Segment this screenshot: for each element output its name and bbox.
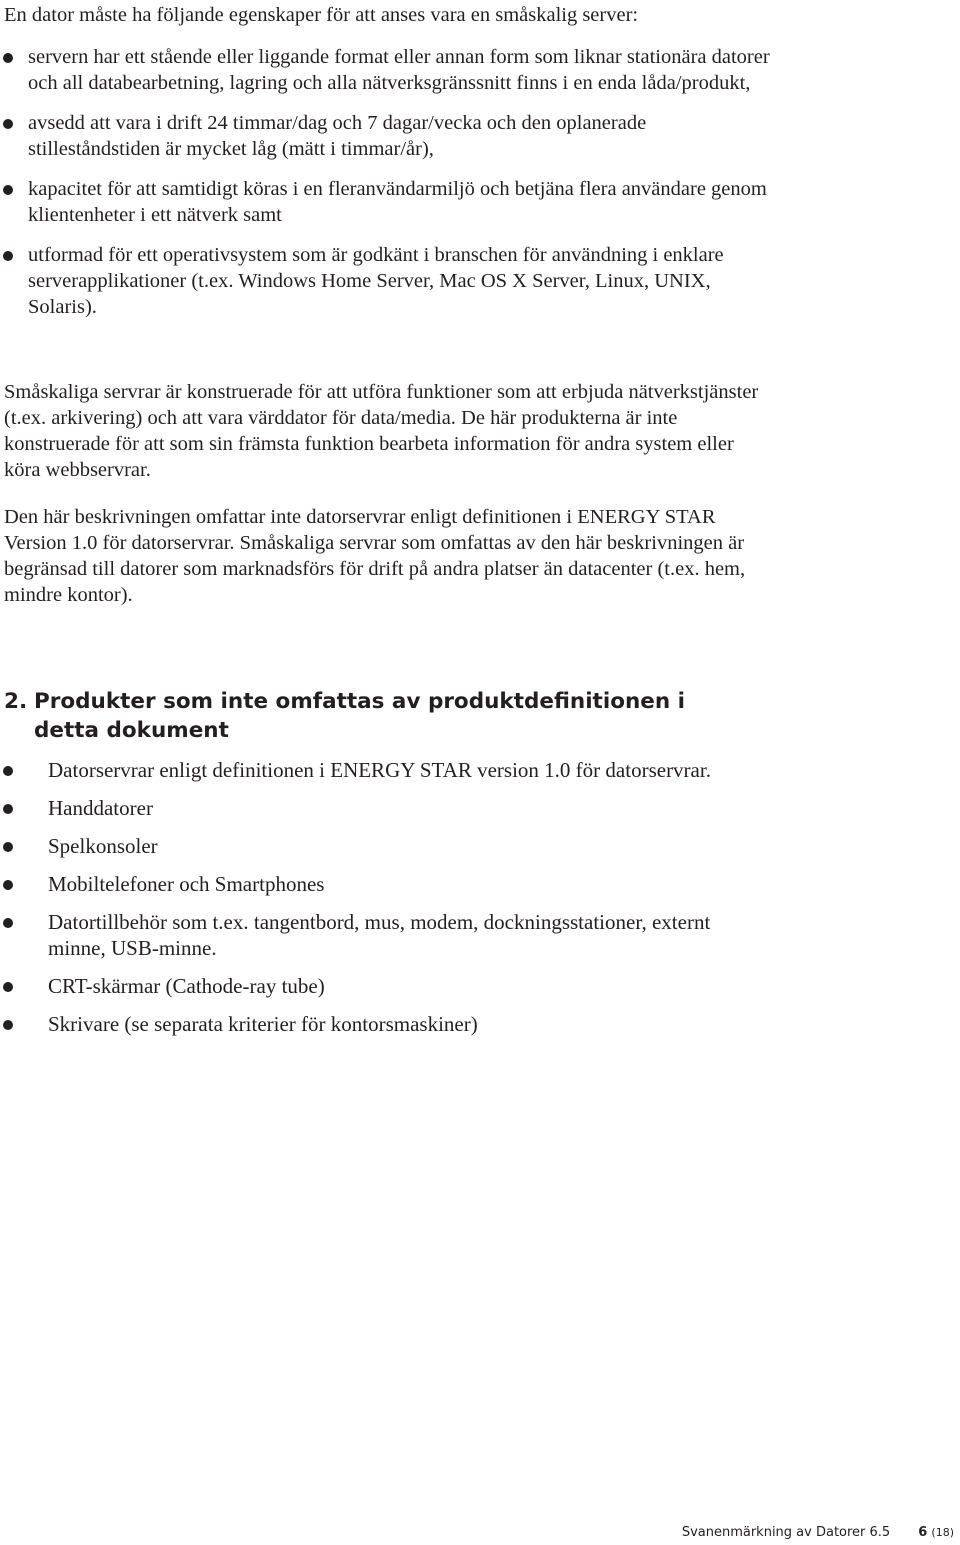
list-item: kapacitet för att samtidigt köras i en fleranvändarmiljö och betjäna flera användare genom klientenheter i ett nätverk samt (0, 176, 770, 228)
bullet-icon (3, 185, 13, 195)
list-item: Datortillbehör som t.ex. tangentbord, mus, modem, dockningsstationer, externt minne, USB-minne. (0, 909, 770, 961)
list-item: Spelkonsoler (0, 833, 770, 859)
bullet-icon (3, 982, 13, 992)
paragraph-small-servers: Småskaliga servrar är konstruerade för att utföra funktioner som att erbjuda nätverkstjänster (t.ex. arkivering) och att vara värddator för data/media. De här produkterna är inte konstruerade för att som sin främsta funktion bearbeta information för andra system eller köra webbservrar. (4, 381, 759, 481)
list-item: Mobiltelefoner och Smartphones (0, 871, 770, 897)
list-item: utformad för ett operativsystem som är godkänt i branschen för användning i enklare serverapplikationer (t.ex. Windows Home Server, Mac OS X Server, Linux, UNIX, Solaris). (0, 242, 770, 320)
intro-text: En dator måste ha följande egenskaper för att anses vara en småskalig server: (4, 4, 639, 26)
bullet-icon (3, 119, 13, 129)
bullet-icon (3, 842, 13, 852)
page-footer (682, 1525, 954, 1540)
section-title-line2: detta dokument (34, 718, 229, 743)
bullet-icon (3, 1020, 13, 1030)
bullet-icon (3, 53, 13, 63)
section-number: 2. (4, 689, 28, 714)
list-item: Skrivare (se separata kriterier för kontorsmaskiner) (0, 1011, 770, 1037)
excluded-products-list (0, 757, 770, 1037)
list-item: Datorservrar enligt definitionen i ENERGY STAR version 1.0 för datorservrar. (0, 757, 770, 783)
list-item: CRT-skärmar (Cathode-ray tube) (0, 973, 770, 999)
server-properties-list (0, 44, 770, 334)
list-item: servern har ett stående eller liggande format eller annan form som liknar stationära datorer och all databearbetning, lagring och alla nätverksgränssnitt finns i en enda låda/produkt, (0, 44, 770, 96)
bullet-icon (3, 766, 13, 776)
section-heading (4, 687, 764, 745)
bullet-icon (3, 880, 13, 890)
bullet-icon (3, 918, 13, 928)
paragraph-scope: Den här beskrivningen omfattar inte datorservrar enligt definitionen i ENERGY STAR Version 1.0 för datorservrar. Småskaliga servrar som omfattas av den här beskrivningen är begränsad till datorer som marknadsförs för drift på andra platser än datacenter (t.ex. hem, mindre kontor). (4, 506, 746, 606)
page-total: (18) (931, 1526, 954, 1539)
document-title: Svanenmärkning av Datorer 6.5 (681, 1525, 891, 1540)
list-item: Handdatorer (0, 795, 770, 821)
bullet-icon (3, 251, 13, 261)
bullet-icon (3, 804, 13, 814)
page-number: 6 (918, 1525, 928, 1540)
section-title-line1: Produkter som inte omfattas av produktdefinitionen i (34, 689, 686, 714)
list-item: avsedd att vara i drift 24 timmar/dag och 7 dagar/vecka och den oplanerade stilleståndstiden är mycket låg (mätt i timmar/år), (0, 110, 770, 162)
